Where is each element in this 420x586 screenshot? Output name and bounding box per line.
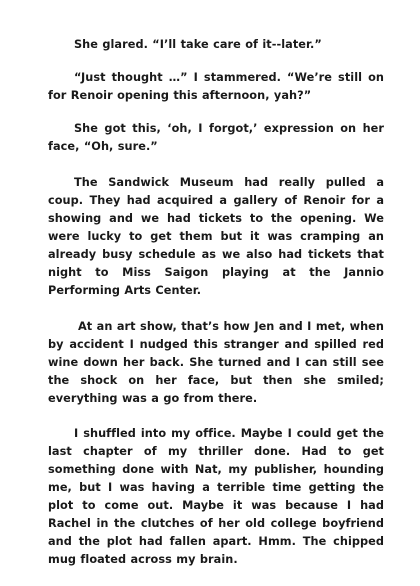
paragraph-6: I shuffled into my office. Maybe I could get the last chapter of my thriller done. Had to get something done with Nat, my publisher, hounding me, but I was having a terrible time getting the plot to come out. Maybe it was because I had Rachel in the clutches of her old college boyfriend and the plot had fallen apart. Hmm. The chipped mug floated across my brain. (48, 427, 384, 566)
paragraph-4: The Sandwick Museum had really pulled a coup. They had acquired a gallery of Renoir for a showing and we had tickets to the opening. We were lucky to get them but it was cramping an already busy schedule as we also had tickets that night to Miss Saigon playing at the Jannio Performing Arts Center. (48, 176, 384, 297)
paragraph-1: She glared. “I’ll take care of it--later.” (74, 38, 322, 51)
paragraph-2: “Just thought …” I stammered. “We’re still on for Renoir opening this afternoon, yah?” (48, 71, 384, 102)
body-text (48, 36, 384, 586)
paragraph-5: At an art show, that’s how Jen and I met, when by accident I nudged this stranger and spilled red wine down her back. She turned and I can still see the shock on her face, but then she smiled; everything was a go from there. (48, 320, 384, 405)
paragraph-3: She got this, ‘oh, I forgot,’ expression on her face, “Oh, sure.” (48, 122, 384, 153)
